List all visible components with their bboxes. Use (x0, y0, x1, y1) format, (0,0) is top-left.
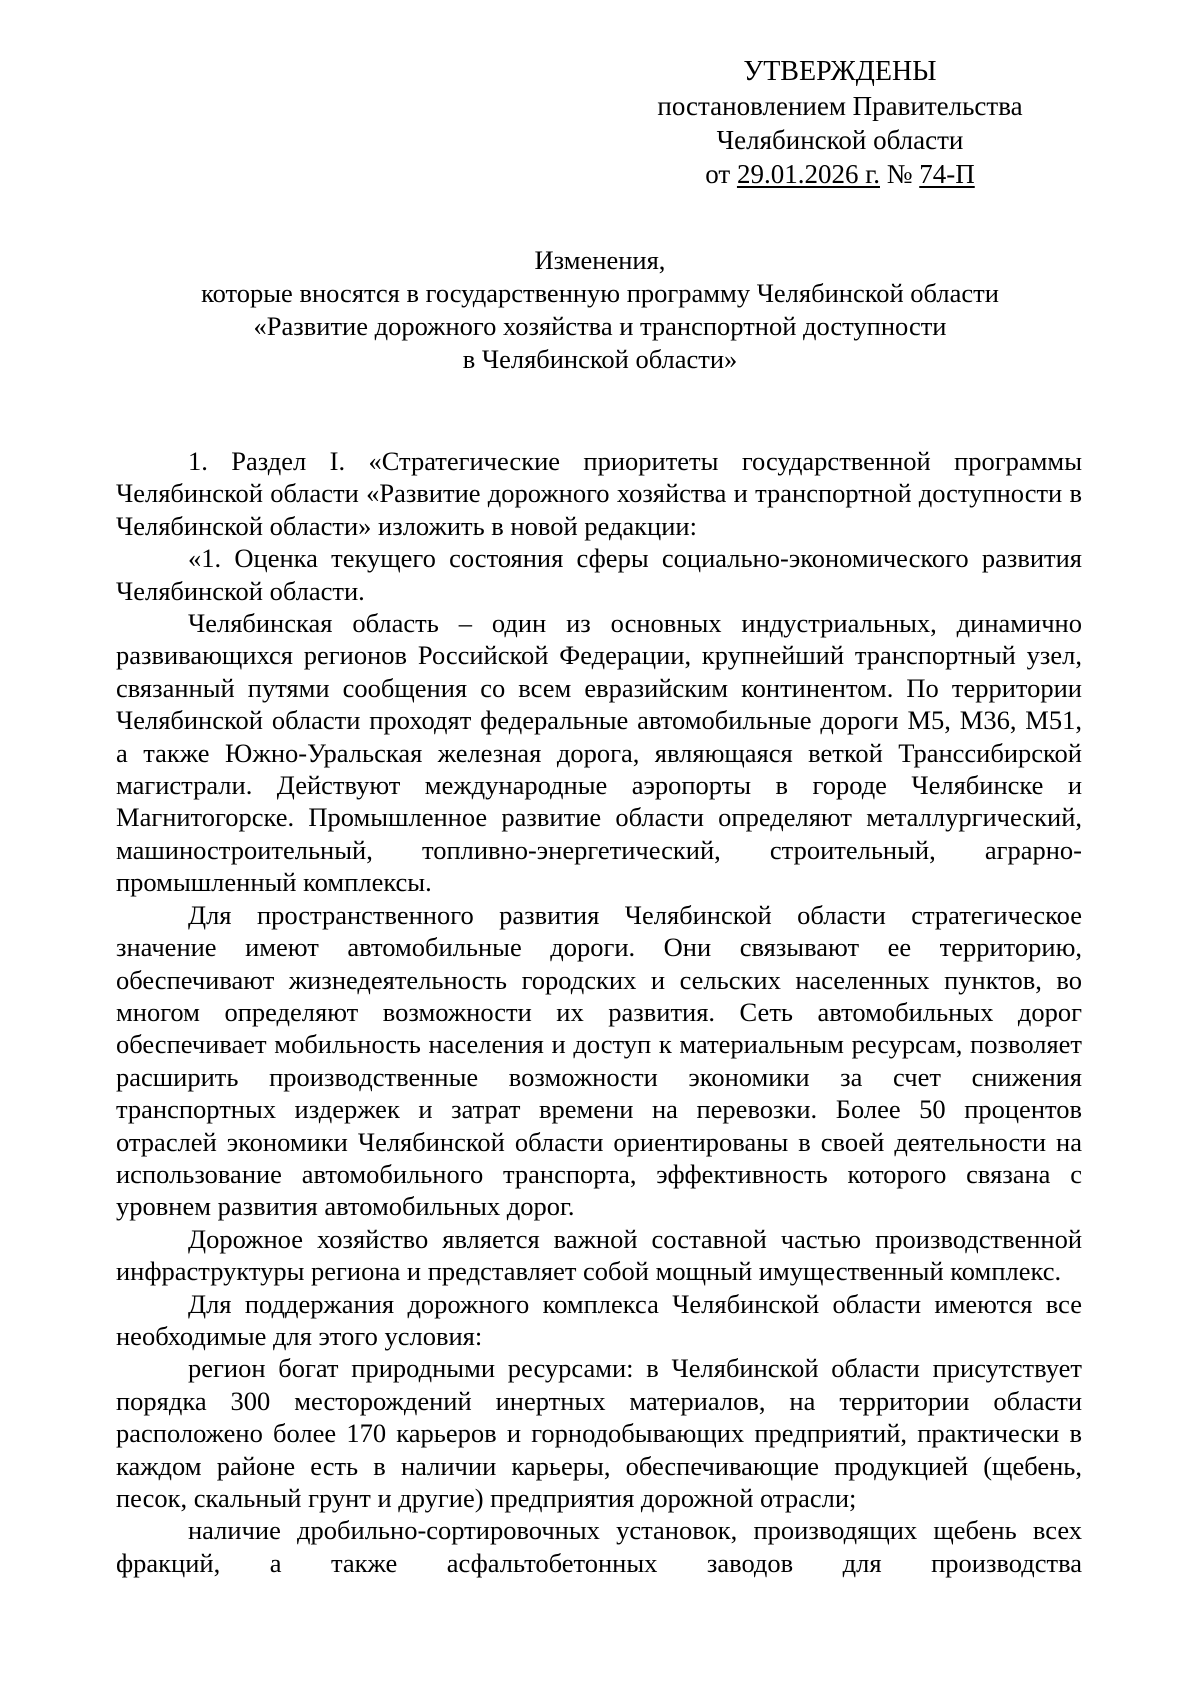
paragraph: Для поддержания дорожного комплекса Челябинской области имеются все необходимые для этого условия: (116, 1288, 1082, 1351)
paragraph: Для пространственного развития Челябинской области стратегическое значение имеют автомобильные дороги. Они связывают ее территорию, обеспечивают жизнедеятельность городских и сельских населенных пунктов, во многом определяют возможности их развития. Сеть автомобильных дорог обеспечивает мобильность населения и доступ к материальным ресурсам, позволяет расширить производственные возможности экономики за счет снижения транспортных издержек и затрат времени на перевозки. Более 50 процентов отраслей экономики Челябинской области ориентированы в своей деятельности на использование автомобильного транспорта, эффективность которого связана с уровнем развития автомобильных дорог. (116, 899, 1082, 1222)
approval-line-2: Челябинской области (716, 125, 964, 155)
paragraph: Челябинская область – один из основных индустриальных, динамично развивающихся регионов Российской Федерации, крупнейший транспортный узел, связанный путями сообщения со всем евразийским континентом. По территории Челябинской области проходят федеральные автомобильные дороги М5, М36, М51, а также Южно-Уральская железная дорога, являющаяся веткой Транссибирской магистрали. Действуют международные аэропорты в городе Челябинске и Магнитогорске. Промышленное развитие области определяют металлургический, машиностроительный, топливно-энергетический, строительный, аграрно-промышленный комплексы. (116, 608, 1082, 898)
approval-date: 29.01.2026 г. (736, 159, 880, 189)
document-title (118, 244, 1082, 376)
document-body (116, 445, 1082, 1579)
date-prefix: от (705, 159, 731, 189)
paragraph: Дорожное хозяйство является важной составной частью производственной инфраструктуры региона и представляет собой мощный имущественный комплекс. (116, 1223, 1082, 1287)
approval-number: 74-П (919, 159, 975, 189)
title-line-2: которые вносятся в государственную программу Челябинской области (201, 278, 999, 308)
paragraph: 1. Раздел I. «Стратегические приоритеты государственной программы Челябинской области «Развитие дорожного хозяйства и транспортной доступности в Челябинской области» изложить в новой редакции: (116, 446, 1082, 541)
title-line-1: Изменения, (534, 245, 666, 275)
title-line-3: «Развитие дорожного хозяйства и транспортной доступности (253, 311, 947, 341)
approval-date-line (620, 157, 1060, 191)
paragraph: наличие дробильно-сортировочных установок, производящих щебень всех фракций, а также асфальтобетонных заводов для производства (116, 1515, 1082, 1578)
approval-heading: УТВЕРЖДЕНЫ (743, 56, 937, 87)
approval-line-1: постановлением Правительства (657, 91, 1023, 121)
paragraph: «1. Оценка текущего состояния сферы социально-экономического развития Челябинской области. (116, 543, 1082, 606)
number-prefix: № (886, 159, 913, 189)
approval-block (620, 55, 1060, 191)
paragraph: регион богат природными ресурсами: в Челябинской области присутствует порядка 300 месторождений инертных материалов, на территории области расположено более 170 карьеров и горнодобывающих предприятий, практически в каждом районе есть в наличии карьеры, обеспечивающие продукцией (щебень, песок, скальный грунт и другие) предприятия дорожной отрасли; (116, 1353, 1082, 1513)
title-line-4: в Челябинской области» (462, 344, 738, 374)
